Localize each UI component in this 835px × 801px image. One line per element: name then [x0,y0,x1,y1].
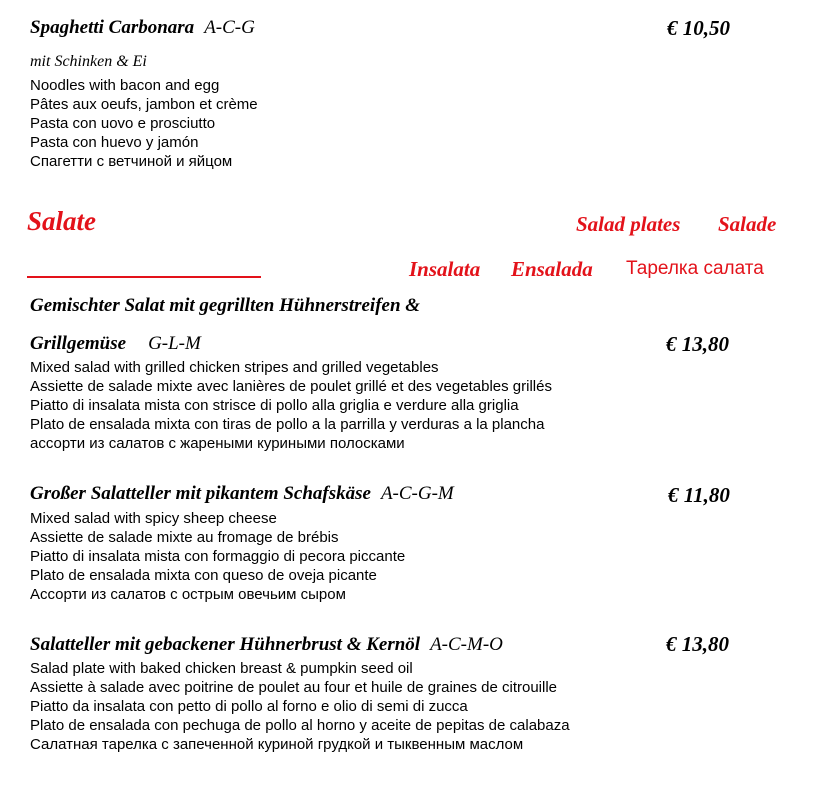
dish-translations [30,659,570,754]
translation-es: Plato de ensalada con pechuga de pollo al horno y aceite de pepitas de calabaza [30,717,570,734]
translation-ru: Салатная тарелка с запеченной куриной грудкой и тыквенным маслом [30,736,524,753]
allergen-codes: G-L-M [148,333,201,354]
allergen-codes: A-C-G [204,17,255,38]
dish-title [30,483,454,505]
section-translation-it: Insalata [409,257,481,281]
translation-ru: Спагетти с ветчиной и яйцом [30,153,233,170]
translation-fr: Pâtes aux oeufs, jambon et crème [30,96,258,113]
section-underline [27,276,261,278]
section-translation-en: Salad plates [576,212,681,236]
dish-translations [30,509,405,604]
dish-price: € 13,80 [666,632,729,656]
translation-it: Piatto da insalata con petto di pollo al forno e olio di semi di zucca [30,698,468,715]
dish-name: Spaghetti Carbonara [30,17,195,38]
dish-name: Salatteller mit gebackener Hühnerbrust & Kernöl [30,634,421,655]
translation-ru: ассорти из салатов с жареными куриными полосками [30,435,405,452]
allergen-codes: A-C-M-O [430,634,503,655]
allergen-codes: A-C-G-M [380,483,454,504]
dish-translations [30,358,552,453]
translation-ru: Ассорти из салатов с острым овечьим сыром [30,586,346,603]
dish-title [30,634,503,656]
section-translation-ru: Тарелка салата [626,258,764,279]
translation-es: Pasta con huevo y jamón [30,134,199,151]
section-translation-fr: Salade [718,212,777,236]
dish-price: € 10,50 [667,16,730,40]
dish-title-carbonara [30,17,255,39]
translation-it: Pasta con uovo e prosciutto [30,115,216,132]
section-translation-es: Ensalada [511,257,593,281]
dish-name: Grillgemüse [30,333,127,354]
translation-fr: Assiette à salade avec poitrine de poulet au four et huile de graines de citrouille [30,679,557,696]
dish-price: € 11,80 [668,483,730,507]
section-title: Salate [27,206,97,236]
dish-subtitle: mit Schinken & Ei [30,53,147,70]
dish-title-line2 [30,333,201,355]
translation-es: Plato de ensalada mixta con queso de oveja picante [30,567,377,584]
translation-fr: Assiette de salade mixte au fromage de brébis [30,529,339,546]
dish-price: € 13,80 [666,332,729,356]
dish-translations [30,76,258,171]
translation-it: Piatto di insalata mista con strisce di pollo alla griglia e verdure alla griglia [30,397,519,414]
translation-fr: Assiette de salade mixte avec lanières de poulet grillé et des vegetables grillés [30,378,552,395]
translation-en: Salad plate with baked chicken breast & pumpkin seed oil [30,660,413,677]
translation-it: Piatto di insalata mista con formaggio di pecora piccante [30,548,406,565]
translation-en: Mixed salad with grilled chicken stripes and grilled vegetables [30,359,439,376]
translation-en: Noodles with bacon and egg [30,77,220,94]
dish-name: Großer Salatteller mit pikantem Schafskäse [30,483,371,504]
translation-en: Mixed salad with spicy sheep cheese [30,510,277,527]
translation-es: Plato de ensalada mixta con tiras de pollo a la parrilla y verduras a la plancha [30,416,545,433]
dish-title-line1: Gemischter Salat mit gegrillten Hühnerstreifen & [30,295,421,316]
